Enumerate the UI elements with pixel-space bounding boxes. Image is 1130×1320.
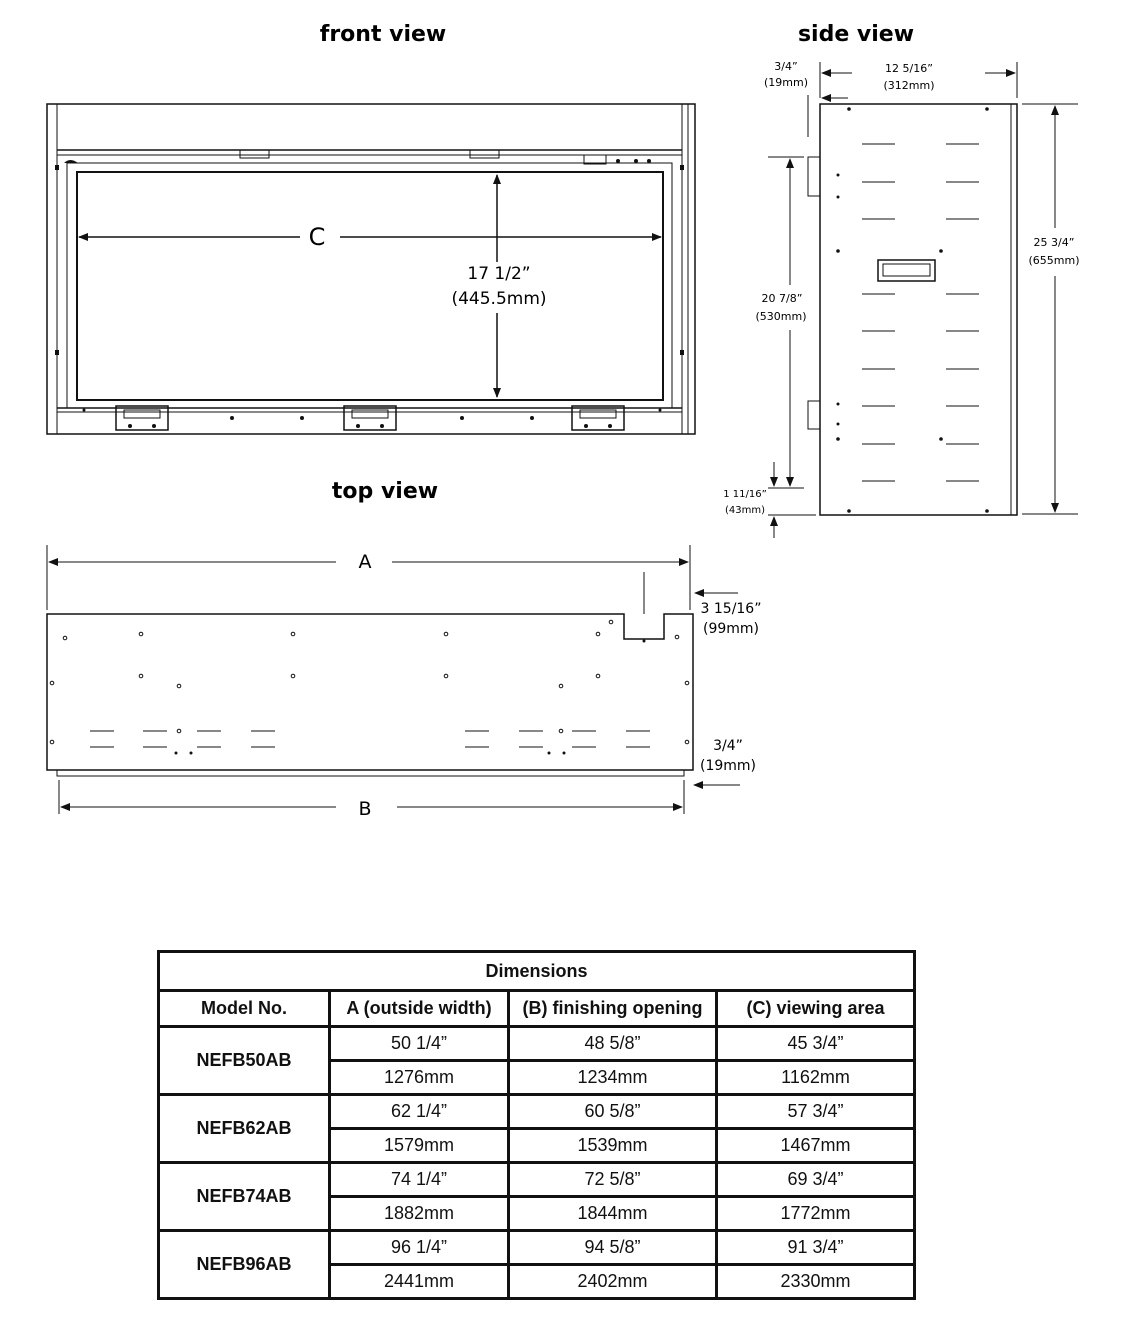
finishing-opening-inch: 48 5/8” <box>509 1027 717 1061</box>
notch-depth-mm: (99mm) <box>702 621 760 637</box>
dimensions-table <box>157 950 916 1300</box>
side-bottom-mm: (43mm) <box>724 505 766 516</box>
notch-depth-inch: 3 15/16” <box>700 601 762 617</box>
table-row <box>159 1027 915 1061</box>
outside-width-inch: 62 1/4” <box>330 1095 509 1129</box>
front-view-title: front view <box>319 22 447 47</box>
outside-width-inch: 74 1/4” <box>330 1163 509 1197</box>
outside-width-inch: 50 1/4” <box>330 1027 509 1061</box>
table-caption-row <box>159 952 915 991</box>
top-view-holes <box>50 620 689 744</box>
viewing-area-mm: 1772mm <box>717 1197 915 1231</box>
finishing-opening-label: B <box>358 798 372 820</box>
outside-width-mm: 2441mm <box>330 1265 509 1299</box>
table-row <box>159 1163 915 1197</box>
header-outside-width: A (outside width) <box>330 991 509 1027</box>
table-row <box>159 1095 915 1129</box>
finishing-opening-inch: 94 5/8” <box>509 1231 717 1265</box>
viewing-area-inch: 45 3/4” <box>717 1027 915 1061</box>
finishing-opening-inch: 60 5/8” <box>509 1095 717 1129</box>
finishing-opening-mm: 1844mm <box>509 1197 717 1231</box>
table-header-row <box>159 991 915 1027</box>
side-bottom-inch: 1 11/16” <box>723 489 767 500</box>
viewing-height-mm: (445.5mm) <box>451 289 547 309</box>
viewing-area-dimension <box>79 175 661 397</box>
top-view-dimensions <box>47 545 740 814</box>
outside-width-mm: 1276mm <box>330 1061 509 1095</box>
table-row <box>159 1231 915 1265</box>
side-height-mm: (655mm) <box>1028 254 1080 267</box>
viewing-area-label: C <box>308 223 326 251</box>
side-top-offset-inch: 3/4” <box>774 60 798 73</box>
side-view-dimensions <box>768 62 1078 538</box>
side-depth-mm: (312mm) <box>883 79 935 92</box>
top-view-drawing <box>47 614 693 776</box>
outside-width-inch: 96 1/4” <box>330 1231 509 1265</box>
table-caption: Dimensions <box>159 952 915 991</box>
finishing-opening-mm: 1539mm <box>509 1129 717 1163</box>
finishing-opening-mm: 2402mm <box>509 1265 717 1299</box>
top-view-title: top view <box>331 479 439 504</box>
model-name: NEFB74AB <box>159 1163 330 1231</box>
model-name: NEFB50AB <box>159 1027 330 1095</box>
header-viewing-area: (C) viewing area <box>717 991 915 1027</box>
outside-width-mm: 1579mm <box>330 1129 509 1163</box>
viewing-area-mm: 1467mm <box>717 1129 915 1163</box>
lip-mm: (19mm) <box>699 758 757 774</box>
side-depth-inch: 12 5/16” <box>885 62 933 75</box>
lip-inch: 3/4” <box>713 738 743 754</box>
side-view-title: side view <box>797 22 915 47</box>
front-view-drawing <box>47 104 695 434</box>
front-view-fasteners <box>55 159 684 428</box>
viewing-area-mm: 2330mm <box>717 1265 915 1299</box>
top-view-dots <box>175 640 646 755</box>
model-name: NEFB96AB <box>159 1231 330 1299</box>
side-height-inch: 25 3/4” <box>1033 236 1075 249</box>
outside-width-label: A <box>358 551 372 573</box>
side-view-louvers <box>862 144 979 481</box>
model-name: NEFB62AB <box>159 1095 330 1163</box>
finishing-opening-mm: 1234mm <box>509 1061 717 1095</box>
side-top-offset-mm: (19mm) <box>763 76 809 89</box>
viewing-area-inch: 57 3/4” <box>717 1095 915 1129</box>
header-finishing-opening: (B) finishing opening <box>509 991 717 1027</box>
viewing-area-inch: 91 3/4” <box>717 1231 915 1265</box>
side-inner-inch: 20 7/8” <box>761 292 803 305</box>
outside-width-mm: 1882mm <box>330 1197 509 1231</box>
top-view-vents <box>90 731 650 747</box>
viewing-area-inch: 69 3/4” <box>717 1163 915 1197</box>
viewing-height-inch: 17 1/2” <box>467 264 531 284</box>
header-model: Model No. <box>159 991 330 1027</box>
finishing-opening-inch: 72 5/8” <box>509 1163 717 1197</box>
viewing-area-mm: 1162mm <box>717 1061 915 1095</box>
side-view-drawing <box>808 104 1017 515</box>
side-inner-mm: (530mm) <box>755 310 807 323</box>
side-view-fasteners <box>836 107 989 513</box>
